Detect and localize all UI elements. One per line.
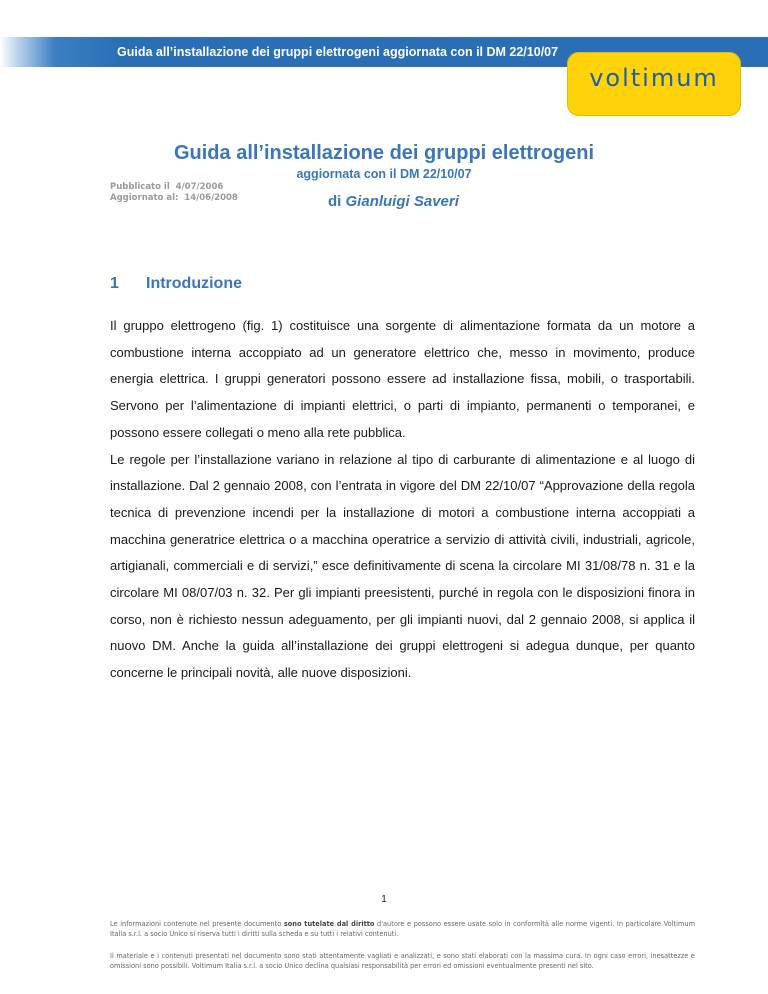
- document-title: Guida all’installazione dei gruppi elettrogeni: [173, 142, 595, 164]
- footer-note-text: Le informazioni contenute nel presente documento: [110, 920, 284, 928]
- footer-disclaimer-note: Il materiale e i contenuti presentati nel documento sono stati attentamente vagliati e analizzati, e sono stati elaborati con la massima cura. In ogni caso errori, inesattezze e omissioni sono possibili. Voltimum Italia s.r.l. a socio Unico declina qualsiasi responsabilità per errori ed omissioni eventualmente presenti nel sito.: [110, 952, 695, 970]
- section-number: 1: [110, 275, 119, 292]
- page-number: 1: [381, 894, 387, 905]
- updated-date: Aggiornato al: 14/06/2008: [110, 193, 238, 203]
- document-subtitle: aggiornata con il DM 22/10/07: [296, 167, 472, 181]
- author-line: [328, 193, 459, 210]
- footer-note-bold: sono tutelate dal diritto: [283, 920, 375, 928]
- paragraph: Il gruppo elettrogeno (fig. 1) costituisce una sorgente di alimentazione formata da un motore a combustione interna accoppiato ad un generatore elettrico che, messo in movimento, produce energia elettrica. I gruppi generatori possono essere ad installazione fissa, mobili, o trasportabili. Servono per l’alimentazione di impianti elettrici, o parti di impianto, permanenti o temporanei, e possono essere collegati o meno alla rete pubblica.: [110, 318, 695, 440]
- logo-text: voltimum: [589, 64, 719, 92]
- author-prefix: di: [328, 193, 342, 210]
- header-title: Guida all’installazione dei gruppi elettrogeni aggiornata con il DM 22/10/07: [117, 45, 559, 59]
- footer-copyright-note: [110, 919, 695, 939]
- section-title: Introduzione: [146, 275, 242, 292]
- published-date: Pubblicato il 4/07/2006: [110, 182, 224, 192]
- author-name: Gianluigi Saveri: [345, 193, 459, 210]
- footer-note-text: d'autore e possono essere usate solo in conformità alle norme vigenti. In particolare Voltimum Italia s.r.l. a socio Unico si riserva tutti i diritti sulla scheda e su tutti i relativi contenuti.: [110, 920, 695, 938]
- paragraph: Le regole per l’installazione variano in relazione al tipo di carburante di alimentazione e al luogo di installazione. Dal 2 gennaio 2008, con l’entrata in vigore del DM 22/10/07 “Approvazione della regola tecnica di prevenzione incendi per la installazione di motori a combustione interna accoppiati a macchina generatrice elettrica o a macchina operatrice a servizio di attività civili, industriali, agricole, artigianali, commerciali e di servizi,” esce definitivamente di scena la circolare MI 31/08/78 n. 31 e la circolare MI 08/07/03 n. 32. Per gli impianti preesistenti, purché in regola con le disposizioni finora in corso, non è richiesto nessun adeguamento, per gli impianti nuovi, dal 2 gennaio 2008, si applica il nuovo DM. Anche la guida all’installazione dei gruppi elettrogeni si adegua dunque, per quanto concerne le principali novità, alle nuove disposizioni.: [110, 451, 695, 681]
- voltimum-logo: [567, 52, 741, 116]
- body-text: [110, 313, 695, 687]
